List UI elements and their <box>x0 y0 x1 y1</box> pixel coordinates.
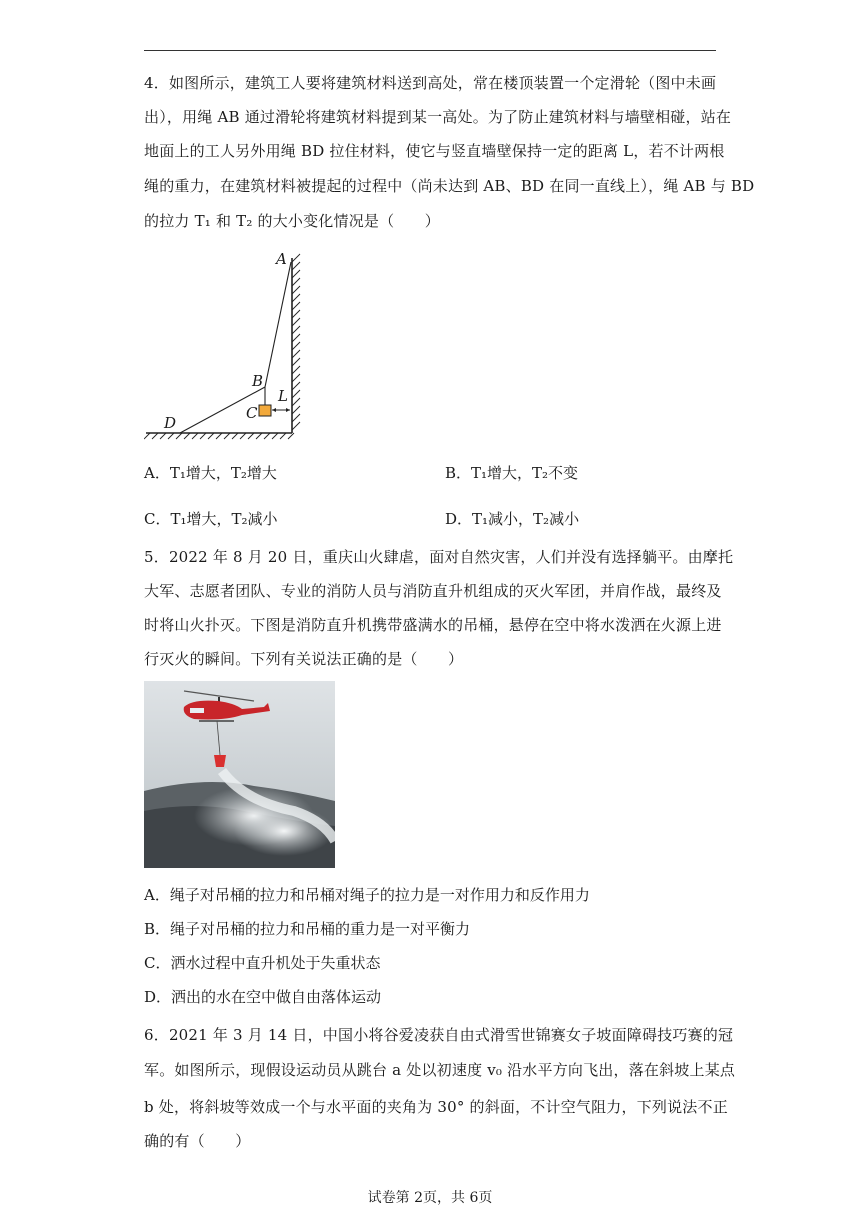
q5-line-2: 大军、志愿者团队、专业的消防人员与消防直升机组成的灭火军团，并肩作战，最终及 <box>144 582 722 600</box>
label-C: C <box>246 404 258 422</box>
q4-line-4: 绳的重力，在建筑材料被提起的过程中（尚未达到 AB、BD 在同一直线上），绳 AB 与 BD <box>144 177 755 195</box>
helicopter-photo-svg <box>144 681 335 868</box>
q5-line-3: 时将山火扑灭。下图是消防直升机携带盛满水的吊桶，悬停在空中将水泼洒在火源上进 <box>144 616 722 634</box>
q4-line-5: 的拉力 T₁ 和 T₂ 的大小变化情况是（ ） <box>144 212 440 230</box>
q4-option-b: B．T₁增大，T₂不变 <box>445 464 579 482</box>
header-rule <box>144 50 716 51</box>
q4-option-d: D．T₁减小，T₂减小 <box>445 510 580 528</box>
q5-line-4: 行灭火的瞬间。下列有关说法正确的是（ ） <box>144 650 464 668</box>
label-D: D <box>164 414 177 432</box>
pulley-diagram-svg <box>144 250 314 440</box>
label-B: B <box>252 372 264 390</box>
label-A: A <box>276 250 287 268</box>
label-L: L <box>278 387 288 405</box>
q6-line-2: 军。如图所示，现假设运动员从跳台 a 处以初速度 v₀ 沿水平方向飞出，落在斜坡上某点 <box>144 1061 736 1079</box>
q6-line-4: 确的有（ ） <box>144 1132 251 1150</box>
pulley-diagram <box>144 250 314 440</box>
page-footer: 试卷第 2页，共 6页 <box>367 1190 493 1206</box>
q5-option-a: A．绳子对吊桶的拉力和吊桶对绳子的拉力是一对作用力和反作用力 <box>144 886 590 904</box>
q4-line-2: 出），用绳 AB 通过滑轮将建筑材料提到某一高处。为了防止建筑材料与墙壁相碰，站在 <box>144 108 732 126</box>
helicopter-photo <box>144 681 335 868</box>
q5-option-c: C．洒水过程中直升机处于失重状态 <box>144 954 381 972</box>
q4-option-c: C．T₁增大，T₂减小 <box>144 510 278 528</box>
q5-option-d: D．洒出的水在空中做自由落体运动 <box>144 988 382 1006</box>
q5-option-b: B．绳子对吊桶的拉力和吊桶的重力是一对平衡力 <box>144 920 471 938</box>
q5-line-1: 5．2022 年 8 月 20 日，重庆山火肆虐，面对自然灾害，人们并没有选择躺平。由摩托 <box>144 548 734 566</box>
q6-line-3: b 处，将斜坡等效成一个与水平面的夹角为 30° 的斜面，不计空气阻力，下列说法不正 <box>144 1098 728 1116</box>
q4-option-a: A．T₁增大，T₂增大 <box>144 464 277 482</box>
q4-line-1: 4．如图所示，建筑工人要将建筑材料送到高处，常在楼顶装置一个定滑轮（图中未画 <box>144 74 717 92</box>
q4-line-3: 地面上的工人另外用绳 BD 拉住材料，使它与竖直墙壁保持一定的距离 L，若不计两根 <box>144 142 725 160</box>
q6-line-1: 6．2021 年 3 月 14 日，中国小将谷爱凌获自由式滑雪世锦赛女子坡面障碍技巧赛的冠 <box>144 1026 734 1044</box>
